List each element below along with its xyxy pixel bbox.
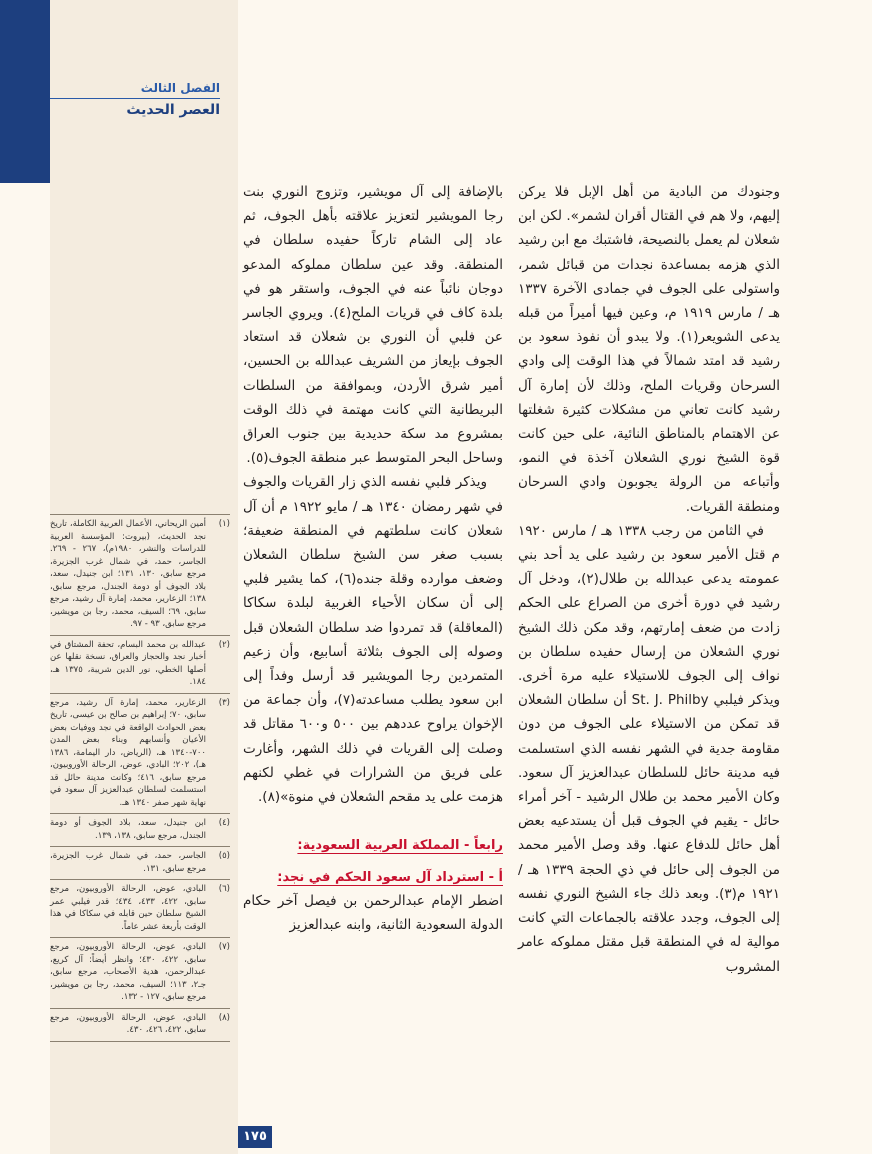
footnote: [50, 814, 230, 847]
chapter-label: الفصل الثالث: [140, 81, 220, 95]
footnote-text: أمين الريحاني، الأعمال العربية الكاملة، تاريخ نجد الحديث، (بيروت: المؤسسة العربية للدراسات والنشر، ١٩٨٠م)، ٢٦٧ - ٢٦٩. الجاسر، حمد، في شمال غرب الجزيرة، مرجع سابق، ١٣٠، ١٣١؛ ابن جنيدل، سعد، بلاد الجوف أو دومة الجندل، مرجع سابق، ١٣٨؛ الزعارير، محمد، إمارة آل رشيد، مرجع سابق، ٦٩؛ السيف، محمد، رجا بن مويشير، مرجع سابق، ٩٣ - ٩٧.: [50, 519, 206, 629]
footnote-text: الزعارير، محمد، إمارة آل رشيد، مرجع سابق، ٧٠؛ إبراهيم بن صالح بن عيسى، تاريخ بعض الحوادث الواقعة في نجد ووفيات بعض الأعيان وأنسابهم وبناء بعض المدن ٧٠٠-١٣٤٠ هـ، (الرياض، دار اليمامة، ١٣٨٦ هـ)، ٢٠٢؛ البادي، عوض، الرحالة الأوروبيون، مرجع سابق، ٤١٦؛ وكانت مدينة حائل قد استسلمت لسلطان عبدالعزيز آل سعود في نهاية شهر صفر ١٣٤٠ هـ.: [50, 697, 206, 808]
footnote-text: ابن جنيدل، سعد، بلاد الجوف أو دومة الجندل، مرجع سابق، ١٣٨، ١٣٩.: [50, 818, 206, 841]
footnote: [50, 694, 230, 815]
page-number: ١٧٥: [238, 1126, 272, 1148]
chapter-divider: [50, 98, 220, 99]
footnote-number: (٧): [218, 942, 230, 952]
footnote-number: (٤): [218, 818, 230, 828]
footnote-text: الجاسر، حمد، في شمال غرب الجزيرة، مرجع سابق، ١٣١.: [50, 851, 206, 874]
subsection-heading: أ - استرداد آل سعود الحكم في نجد:: [277, 870, 503, 886]
footnote-number: (٣): [218, 697, 230, 708]
paragraph: ويذكر فلبي نفسه الذي زار القريات والجوف في شهر رمضان ١٣٤٠ هـ / مايو ١٩٢٢ م أن آل شعلان كانت سلطتهم في المنطقة ضعيفة؛ بسبب صغر سن الشيخ سلطان الشعلان وضعف موارده وقلة جنده(٦)، كما يشير فلبي إلى أن سكان الأحياء الغربية لبلدة سكاكا (المعاقلة) قد تمردوا ضد سلطان الشعلان قبل وصوله إلى الجوف بثلاثة أسابيع، وأن زعيم المتمردين رجا المويشير قد أرسل وفداً إلى ابن سعود يطلب مساعدته(٧)، وأن جماعة من الإخوان يراوح عددهم بين ٥٠٠ و٦٠٠ مقاتل قد وصلت إلى القريات في ذلك الشهر، وأغارت على فريق من الشرارات في غطي لكنهم هزمت على يد مقحم الشعلان في منوة»(٨).: [243, 474, 504, 806]
footnote: [50, 880, 230, 938]
footnote-text: عبدالله بن محمد البسام، تحفة المشتاق في أخبار نجد والحجاز والعراق، نسخة نقلها عن أصلها الخطي، نور الدين شريبة، ١٣٧٥ هـ، ١٨٤.: [50, 639, 207, 687]
footnote: [50, 847, 230, 880]
footnotes: [50, 514, 230, 1042]
paragraph: بالإضافة إلى آل مويشير، وتزوج النوري بنت رجا المويشير لتعزيز علاقته بأهل الجوف، ثم عاد إلى الشام تاركاً حفيده سلطان في المنطقة. وقد عين سلطان مملوكه المدعو دوجان نائباً عنه في الجوف، واستقر هو في بلدة كاف في قريات الملح(٤). ويروي الجاسر عن فلبي أن النوري بن شعلان قد استعاد الجوف بإيعاز من الشريف عبدالله بن الحسين، أمير شرق الأردن، وبموافقة من السلطات البريطانية التي كانت مهتمة في ذلك الوقت بمشروع مد سكة حديدية بين جنوب العراق وساحل البحر المتوسط عبر منطقة الجوف(٥).: [243, 184, 503, 467]
footnote-text: البادي، عوض، الرحالة الأوروبيون، مرجع سابق، ٤٢٢، ٤٣٠؛ وانظر أيضاً: آل كريع، عبدالرحمن، هدية الأصحاب، مرجع سابق، جـ٢، ١١٣؛ السيف، محمد، رجا بن مويشير، مرجع سابق، ١٢٧ - ١٣٢.: [50, 942, 206, 1002]
footnote: [50, 1009, 230, 1042]
footnote-number: (١): [218, 519, 230, 529]
chapter-header: [50, 80, 220, 120]
footnote: [50, 938, 230, 1009]
footnote-number: (٨): [218, 1012, 230, 1023]
footnote: [50, 514, 230, 636]
footnote-text: البادي، عوض، الرحالة الأوروبيون، مرجع سابق، ٤٢٢، ٤٣٣، ٤٣٤؛ قدر فيلبي عمر الشيخ سلطان حين قابله في سكاكا في هذا الوقت بأربعة عشر عاماً.: [50, 884, 206, 932]
chapter-color-tab: [0, 0, 50, 183]
paragraph: اضطر الإمام عبدالرحمن بن فيصل آخر حكام الدولة السعودية الثانية، وابنه عبدالعزيز: [243, 893, 503, 934]
text-column-left: [243, 180, 503, 938]
footnote-text: البادي، عوض، الرحالة الأوروبيون، مرجع سابق، ٤٢٢، ٤٢٦، ٤٣٠.: [50, 1012, 206, 1035]
footnote-number: (٥): [218, 851, 230, 861]
text-column-right: [518, 180, 780, 979]
footnote-number: (٦): [218, 884, 230, 894]
section-heading: رابعاً - المملكة العربية السعودية:: [297, 838, 503, 854]
footnote: [50, 636, 230, 694]
footnote-number: (٢): [218, 639, 230, 650]
paragraph: في الثامن من رجب ١٣٣٨ هـ / مارس ١٩٢٠ م قتل الأمير سعود بن رشيد على يد أحد بني عمومته يدعى عبدالله بن طلال(٢)، ودخل آل رشيد في دورة أخرى من الصراع على الحكم زادت من ضعف إمارتهم، وقد مكن ذلك الشيخ نوري الشعلان من إرسال حفيده سلطان بن نواف إلى الجوف للاستيلاء عليه مرة أخرى. ويذكر فيلبي St. J. Philby أن سلطان الشعلان قد تمكن من الاستيلاء على الجوف من دون مقاومة جدية في الشهر نفسه الذي استسلمت فيه مدينة حائل للسلطان عبدالعزيز آل سعود. وكان الأمير محمد بن طلال الرشيد - آخر أمراء حائل - يقيم في الجوف قبل أن يستدعيه بعض أهل حائل للدفاع عنها. وقد وصل الأمير محمد من الجوف إلى حائل في ذي الحجة ١٣٣٩ هـ / ١٩٢١ م(٣). وبعد ذلك جاء الشيخ النوري نفسه إلى الجوف، وجدد علاقته بالجماعات التي كانت موالية له في المنطقة قبل مقتل مملوكه عامر المشروب: [518, 522, 780, 975]
chapter-title: العصر الحديث: [126, 102, 220, 118]
paragraph: وجنودك من البادية من أهل الإبل فلا يركن إليهم، ولا هم في القتال أقران لشمر». لكن ابن شعلان لم يعمل بالنصيحة، فاشتبك مع ابن رشيد الذي هزمه بمساعدة نجدات من قبائل شمر، واستولى على الجوف في جمادى الآخرة ١٣٣٧ هـ / مارس ١٩١٩ م، وعين فيها أميراً من قبله يدعى الشويعر(١). ولا يبدو أن نفوذ سعود بن رشيد قد امتد شمالاً في هذا الوقت إلى وادي السرحان وقريات الملح، وذلك لأن إمارة آل رشيد كانت تعاني من مشكلات كثيرة شغلتها عن الاهتمام بالمناطق النائية، على حين كانت قوة الشيخ نوري الشعلان آخذة في النمو، وأتباعه من الرولة يجوبون وادي السرحان ومنطقة القريات.: [518, 184, 780, 515]
